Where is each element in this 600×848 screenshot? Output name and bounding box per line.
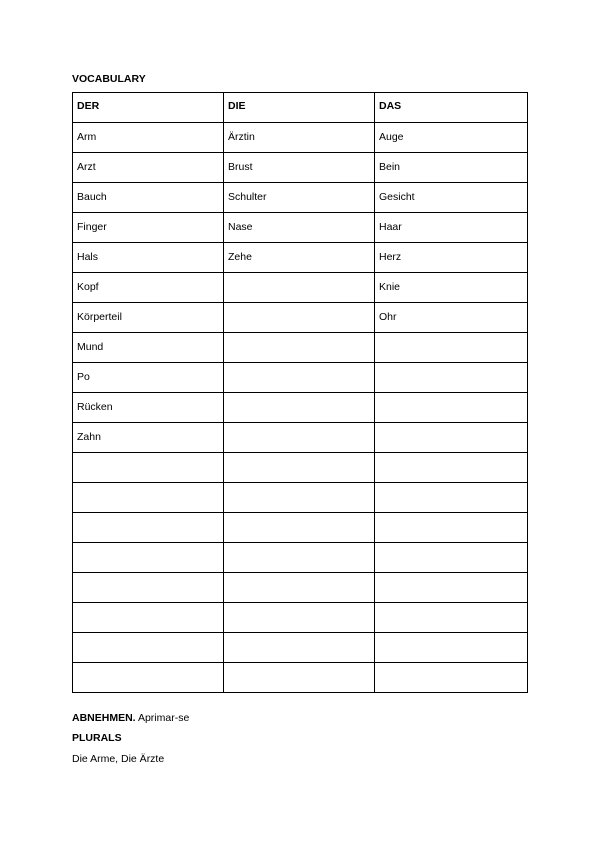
cell-die <box>224 543 375 573</box>
cell-die <box>224 633 375 663</box>
table-row <box>73 123 528 153</box>
table-row <box>73 513 528 543</box>
cell-das <box>375 453 528 483</box>
cell-der <box>73 603 224 633</box>
table-row <box>73 663 528 693</box>
cell-die: Brust <box>224 153 375 183</box>
page-title: VOCABULARY <box>72 73 146 85</box>
cell-das <box>375 633 528 663</box>
table-row <box>73 243 528 273</box>
cell-der: Körperteil <box>73 303 224 333</box>
cell-der: Kopf <box>73 273 224 303</box>
cell-das <box>375 663 528 693</box>
cell-das <box>375 513 528 543</box>
cell-das <box>375 573 528 603</box>
cell-das: Herz <box>375 243 528 273</box>
table-row <box>73 393 528 423</box>
cell-die: Schulter <box>224 183 375 213</box>
cell-das: Ohr <box>375 303 528 333</box>
cell-das <box>375 393 528 423</box>
table-row <box>73 633 528 663</box>
table-row <box>73 453 528 483</box>
table-row <box>73 153 528 183</box>
cell-die: Nase <box>224 213 375 243</box>
cell-die <box>224 573 375 603</box>
note-line <box>72 712 189 725</box>
cell-der: Rücken <box>73 393 224 423</box>
cell-die <box>224 393 375 423</box>
cell-die <box>224 663 375 693</box>
table-row <box>73 183 528 213</box>
cell-die <box>224 513 375 543</box>
table-row <box>73 303 528 333</box>
cell-die <box>224 333 375 363</box>
plurals-text: Die Arme, Die Ärzte <box>72 753 165 765</box>
cell-der: Finger <box>73 213 224 243</box>
cell-der: Zahn <box>73 423 224 453</box>
cell-die <box>224 303 375 333</box>
cell-das <box>375 543 528 573</box>
cell-der: Arm <box>73 123 224 153</box>
header-der: DER <box>73 93 224 123</box>
cell-der: Arzt <box>73 153 224 183</box>
cell-die <box>224 273 375 303</box>
cell-der: Hals <box>73 243 224 273</box>
cell-das <box>375 483 528 513</box>
cell-der: Bauch <box>73 183 224 213</box>
cell-das <box>375 603 528 633</box>
cell-das: Knie <box>375 273 528 303</box>
table-row <box>73 573 528 603</box>
cell-die <box>224 603 375 633</box>
cell-der <box>73 483 224 513</box>
cell-der: Po <box>73 363 224 393</box>
table-row <box>73 603 528 633</box>
cell-die <box>224 363 375 393</box>
header-die: DIE <box>224 93 375 123</box>
cell-die <box>224 453 375 483</box>
cell-der <box>73 543 224 573</box>
cell-der <box>73 633 224 663</box>
table-header-row <box>73 93 528 123</box>
cell-der <box>73 573 224 603</box>
cell-der: Mund <box>73 333 224 363</box>
cell-das <box>375 363 528 393</box>
cell-der <box>73 513 224 543</box>
cell-das: Auge <box>375 123 528 153</box>
cell-das: Gesicht <box>375 183 528 213</box>
cell-das: Haar <box>375 213 528 243</box>
cell-das <box>375 333 528 363</box>
cell-das <box>375 423 528 453</box>
table-row <box>73 483 528 513</box>
table-row <box>73 333 528 363</box>
plurals-title: PLURALS <box>72 732 122 744</box>
table-body <box>73 123 528 693</box>
table-row <box>73 423 528 453</box>
table-row <box>73 543 528 573</box>
vocabulary-table <box>72 92 528 693</box>
header-das: DAS <box>375 93 528 123</box>
cell-der <box>73 663 224 693</box>
cell-das: Bein <box>375 153 528 183</box>
cell-die: Ärztin <box>224 123 375 153</box>
cell-die <box>224 423 375 453</box>
table-row <box>73 363 528 393</box>
note-translation: Aprimar-se <box>137 712 190 724</box>
table-row <box>73 273 528 303</box>
note-term: ABNEHMEN. <box>72 712 136 724</box>
cell-der <box>73 453 224 483</box>
table-row <box>73 213 528 243</box>
cell-die: Zehe <box>224 243 375 273</box>
cell-die <box>224 483 375 513</box>
